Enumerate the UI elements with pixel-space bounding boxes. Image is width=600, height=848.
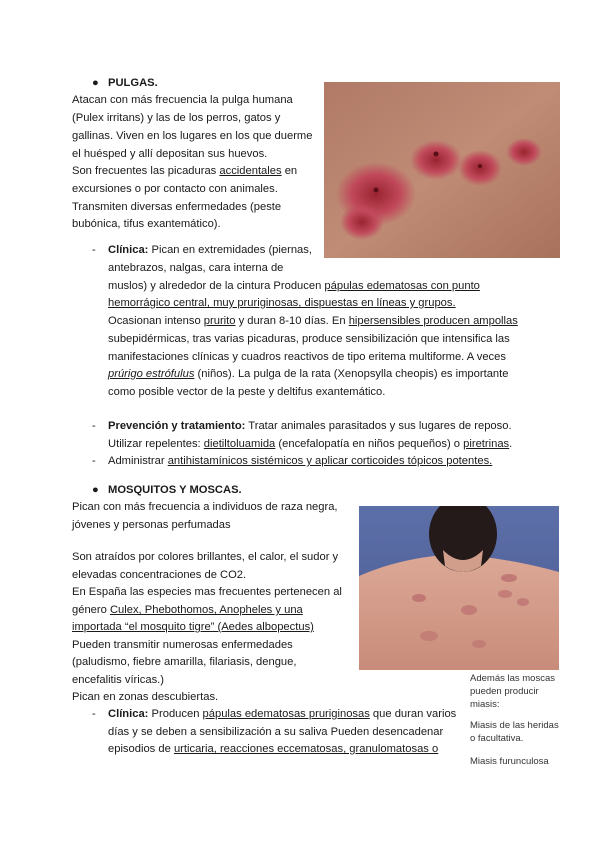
dash-clinica: -: [92, 244, 96, 256]
mosquitos-line-1: Pican con más frecuencia a individuos de raza negra,: [72, 501, 338, 513]
caption-line-2: pueden producir: [470, 686, 539, 697]
mosquitos-line-5: En España las especies mas frecuentes pertenecen al: [72, 586, 342, 598]
clinica-line-3: muslos) y alrededor de la cintura Producen pápulas edematosas con punto: [108, 280, 480, 292]
mosq-clinica-line-2: días y se deben a sensibilización a su saliva Pueden desencadenar: [108, 726, 444, 738]
heading-mosquitos: MOSQUITOS Y MOSCAS.: [108, 484, 242, 496]
flea-bites-photo: [324, 82, 560, 258]
mosquitos-line-6: género Culex, Phebothomos, Anopheles y una: [72, 604, 303, 616]
clinica-line-6: subepidérmicas, tras varias picaduras, produce sensibilización que intensifica las: [108, 333, 510, 345]
mosquitos-line-9: (paludismo, fiebre amarilla, filariasis, dengue,: [72, 656, 297, 668]
clinica-line-2: antebrazos, nalgas, cara interna de: [108, 262, 284, 274]
bullet-pulgas: ●: [92, 77, 99, 89]
clinica-line-5: Ocasionan intenso prurito y duran 8-10 días. En hipersensibles producen ampollas: [108, 315, 518, 327]
dash-administrar: -: [92, 455, 96, 467]
pulgas-intro-7: Transmiten diversas enfermedades (peste: [72, 201, 282, 213]
prevencion-line-2: Utilizar repelentes: dietiltoluamida (encefalopatía en niños pequeños) o piretrinas.: [108, 438, 513, 450]
mosquitos-line-11: Pican en zonas descubiertas.: [72, 691, 219, 703]
mosquitos-line-3: Son atraídos por colores brillantes, el calor, el sudor y: [72, 551, 339, 563]
dash-clinica-mosquitos: -: [92, 708, 96, 720]
caption-line-4: Miasis de las heridas: [470, 720, 559, 731]
caption-line-3: miasis:: [470, 699, 500, 710]
pulgas-intro-1: Atacan con más frecuencia la pulga humana: [72, 94, 293, 106]
mosquitos-line-7: importada “el mosquito tigre” (Aedes albopectus): [72, 621, 314, 633]
pulgas-intro-2: (Pulex irritans) y las de los perros, gatos y: [72, 112, 281, 124]
pulgas-intro-4: el huésped y allí depositan sus huevos.: [72, 148, 268, 160]
pulgas-intro-3: gallinas. Viven en los lugares en los que duerme: [72, 130, 313, 142]
clinica-line-8: prúrigo estrófulus (niños). La pulga de la rata (Xenopsylla cheopis) es importante: [108, 368, 509, 380]
dash-prevencion: -: [92, 420, 96, 432]
clinica-line-1: Clínica: Pican en extremidades (piernas,: [108, 244, 312, 256]
pulgas-intro-8: bubónica, tifus exantemático).: [72, 218, 221, 230]
pulgas-intro-6: excursiones o por contacto con animales.: [72, 183, 278, 195]
mosq-clinica-line-1: Clínica: Producen pápulas edematosas pruriginosas que duran varios: [108, 708, 457, 720]
mosquitos-line-2: jóvenes y personas perfumadas: [72, 519, 231, 531]
caption-line-5: o facultativa.: [470, 733, 524, 744]
caption-line-1: Además las moscas: [470, 673, 556, 684]
clinica-line-7: manifestaciones clínicas y cuadros reactivos de tipo eritema multiforme. A veces: [108, 351, 506, 363]
bullet-mosquitos: ●: [92, 484, 99, 496]
prevencion-line-1: Prevención y tratamiento: Tratar animales parasitados y sus lugares de reposo.: [108, 420, 512, 432]
administrar-line: Administrar antihistamínicos sistémicos y aplicar corticoides tópicos potentes.: [108, 455, 493, 467]
caption-line-6: Miasis furunculosa: [470, 756, 549, 767]
clinica-line-4: hemorrágico central, muy pruriginosas, dispuestas en líneas y grupos.: [108, 297, 456, 309]
heading-pulgas: PULGAS.: [108, 77, 158, 89]
mosquitos-line-4: elevadas concentraciones de CO2.: [72, 569, 247, 581]
child-back-photo: [359, 506, 559, 670]
mosquitos-line-10: encefalitis víricas.): [72, 674, 165, 686]
clinica-line-9: como posible vector de la peste y deltifus exantemático.: [108, 386, 386, 398]
mosquitos-line-8: Pueden transmitir numerosas enfermedades: [72, 639, 293, 651]
pulgas-intro-5: Son frecuentes las picaduras accidentales en: [72, 165, 298, 177]
mosq-clinica-line-3: episodios de urticaria, reacciones eccematosas, granulomatosas o: [108, 743, 439, 755]
